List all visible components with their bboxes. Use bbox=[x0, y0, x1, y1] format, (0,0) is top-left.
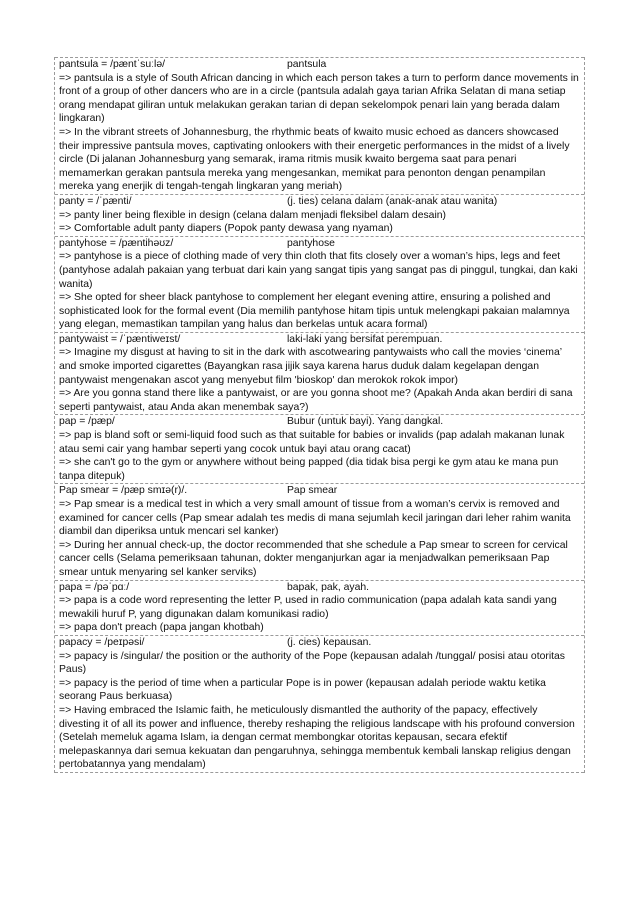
entry-headword: Pap smear = /pæp smɪə(r)/. bbox=[59, 485, 188, 497]
entry-line: => pap is bland soft or semi-liquid food such as that suitable for babies or invalids (pap adalah makanan lunak atau semi cair yang hambar seperti yang cocok untuk bayi atau orang cacat) bbox=[59, 430, 565, 455]
entry-line: => papa is a code word representing the letter P, used in radio communication (papa adalah kata sandi yang mewakili huruf P, yang digunakan dalam komunikasi radio) bbox=[59, 595, 557, 620]
entry-meaning: laki-laki yang bersifat perempuan. bbox=[287, 333, 443, 345]
entry-headword: papa = /pəˈpɑː/ bbox=[59, 581, 130, 593]
dictionary-entry-papa bbox=[55, 580, 584, 635]
entry-line: => Are you gonna stand there like a pantywaist, or are you gonna shoot me? (Apakah Anda akan berdiri di sana seperti pantywaist, atau Anda akan menembak saya?) bbox=[59, 388, 573, 413]
entry-meaning: (j. cies) kepausan. bbox=[287, 636, 372, 648]
entry-header bbox=[59, 58, 581, 72]
entry-line: => Pap smear is a medical test in which a very small amount of tissue from a woman’s cervix is removed and examined for cancer cells (Pap smear adalah tes medis di mana sejumlah kecil jaringan dari leher rahim wanita diambil dan diperiksa untuk mencari sel kanker) bbox=[59, 499, 571, 538]
entry-line: => She opted for sheer black pantyhose to complement her elegant evening attire, ensuring a polished and sophisticated look for the formal event (Dia memilih pantyhose hitam tipis untuk melengkapi pakaian malamnya yang elegan, memastikan tampilan yang halus dan berkelas untuk acara formal) bbox=[59, 292, 570, 331]
dictionary-entry-papacy bbox=[55, 635, 584, 773]
entry-line: => pantsula is a style of South African dancing in which each person takes a turn to perform dance movements in front of a group of other dancers who are in a circle (pantsula adalah gaya tarian Afrika Selatan di mana setiap orang mendapat giliran untuk melakukan gerakan tarian di depan sekelompok penari lain yang berada dalam lingkaran) bbox=[59, 72, 579, 125]
dictionary-entry-pantywaist bbox=[55, 332, 584, 415]
entry-header bbox=[59, 237, 581, 251]
entry-headword: pantsula = /pæntˈsuːlə/ bbox=[59, 59, 165, 70]
entry-line: => In the vibrant streets of Johannesburg, the rhythmic beats of kwaito music echoed as dancers showcased their impressive pantsula moves, captivating onlookers with their energetic performances in the midst of a lively circle (Di jalanan Johannesburg yang semarak, irama ritmis musik kwaito bergema saat para penari memamerkan gerakan pantsula mereka yang mengesankan, memikat para penonton dengan penampilan mereka yang enerjik di tengah-tengah lingkaran yang meriah) bbox=[59, 126, 570, 193]
entry-line: => papacy is /singular/ the position or the authority of the Pope (kepausan adalah /tunggal/ posisi atau otoritas Paus) bbox=[59, 650, 566, 676]
entry-headword: pantywaist = /ˈpæntiweɪst/ bbox=[59, 333, 181, 345]
entry-line: => panty liner being flexible in design (celana dalam menjadi fleksibel dalam desain) bbox=[59, 209, 446, 221]
entry-header bbox=[59, 636, 581, 650]
entry-line: => papa don't preach (papa jangan khotbah) bbox=[59, 622, 264, 634]
entry-line: => During her annual check-up, the doctor recommended that she schedule a Pap smear to screen for cervical cancer cells (Selama pemeriksaan tahunan, dokter menganjurkan agar ia menjadwalkan pemeriksaan Pap smear untuk menyaring sel kanker serviks) bbox=[59, 539, 568, 578]
entry-header bbox=[59, 581, 581, 595]
entry-headword: panty = /ˈpænti/ bbox=[59, 195, 132, 207]
entry-header bbox=[59, 415, 581, 429]
entry-line: => Comfortable adult panty diapers (Popok panty dewasa yang nyaman) bbox=[59, 223, 393, 235]
entry-headword: pap = /pæp/ bbox=[59, 416, 115, 428]
entry-line: => Imagine my disgust at having to sit in the dark with ascotwearing pantywaists who call the movies ‘cinema’ and smoke imported cigarettes (Bayangkan rasa jijik saya karena harus duduk dalam kegelapan dengan pantywaist mengenakan ascot yang menyebut film 'bioskop' dan merokok rokok impor) bbox=[59, 347, 562, 386]
entry-meaning: bapak, pak, ayah. bbox=[287, 581, 370, 593]
dictionary-entry-panty bbox=[55, 194, 584, 236]
entry-headword: papacy = /peɪpəsi/ bbox=[59, 636, 145, 648]
entry-header bbox=[59, 484, 581, 498]
entry-header bbox=[59, 195, 581, 209]
entry-meaning: (j. ties) celana dalam (anak-anak atau wanita) bbox=[287, 195, 498, 207]
entry-meaning: pantyhose bbox=[287, 237, 335, 249]
dictionary-entry-pap bbox=[55, 414, 584, 483]
entry-line: => she can't go to the gym or anywhere without being papped (dia tidak bisa pergi ke gym atau ke mana pun tanpa ditepuk) bbox=[59, 457, 559, 482]
entry-line: => pantyhose is a piece of clothing made of very thin cloth that fits closely over a woman’s hips, legs and feet (pantyhose adalah pakaian yang terbuat dari kain yang sangat tipis yang sangat pas di pinggul, tungkai, dan kaki wanita) bbox=[59, 251, 578, 290]
entry-meaning: Pap smear bbox=[287, 485, 338, 497]
entry-line: => Having embraced the Islamic faith, he meticulously dismantled the authority of the papacy, effectively divesting it of all its power and influence, thereby reshaping the religious landscape with his profound conversion (Setelah memeluk agama Islam, ia dengan cermat membongkar otoritas kepausan, secara efektif melepaskannya dari semua kekuatan dan pengaruhnya, sehingga membentuk kembali lanskap religius dengan pertobatannya yang mendalam) bbox=[59, 704, 575, 771]
entry-headword: pantyhose = /pæntihəʊz/ bbox=[59, 237, 174, 249]
entry-line: => papacy is the period of time when a particular Pope is in power (kepausan adalah periode waktu ketika seorang Paus berkuasa) bbox=[59, 677, 546, 703]
entry-meaning: pantsula bbox=[287, 59, 327, 70]
dictionary-sheet bbox=[54, 57, 585, 773]
dictionary-entry-pantyhose bbox=[55, 236, 584, 332]
dictionary-entry-pap-smear bbox=[55, 483, 584, 579]
entry-meaning: Bubur (untuk bayi). Yang dangkal. bbox=[287, 416, 444, 428]
entry-header bbox=[59, 333, 581, 347]
dictionary-entry-pantsula bbox=[55, 57, 584, 194]
